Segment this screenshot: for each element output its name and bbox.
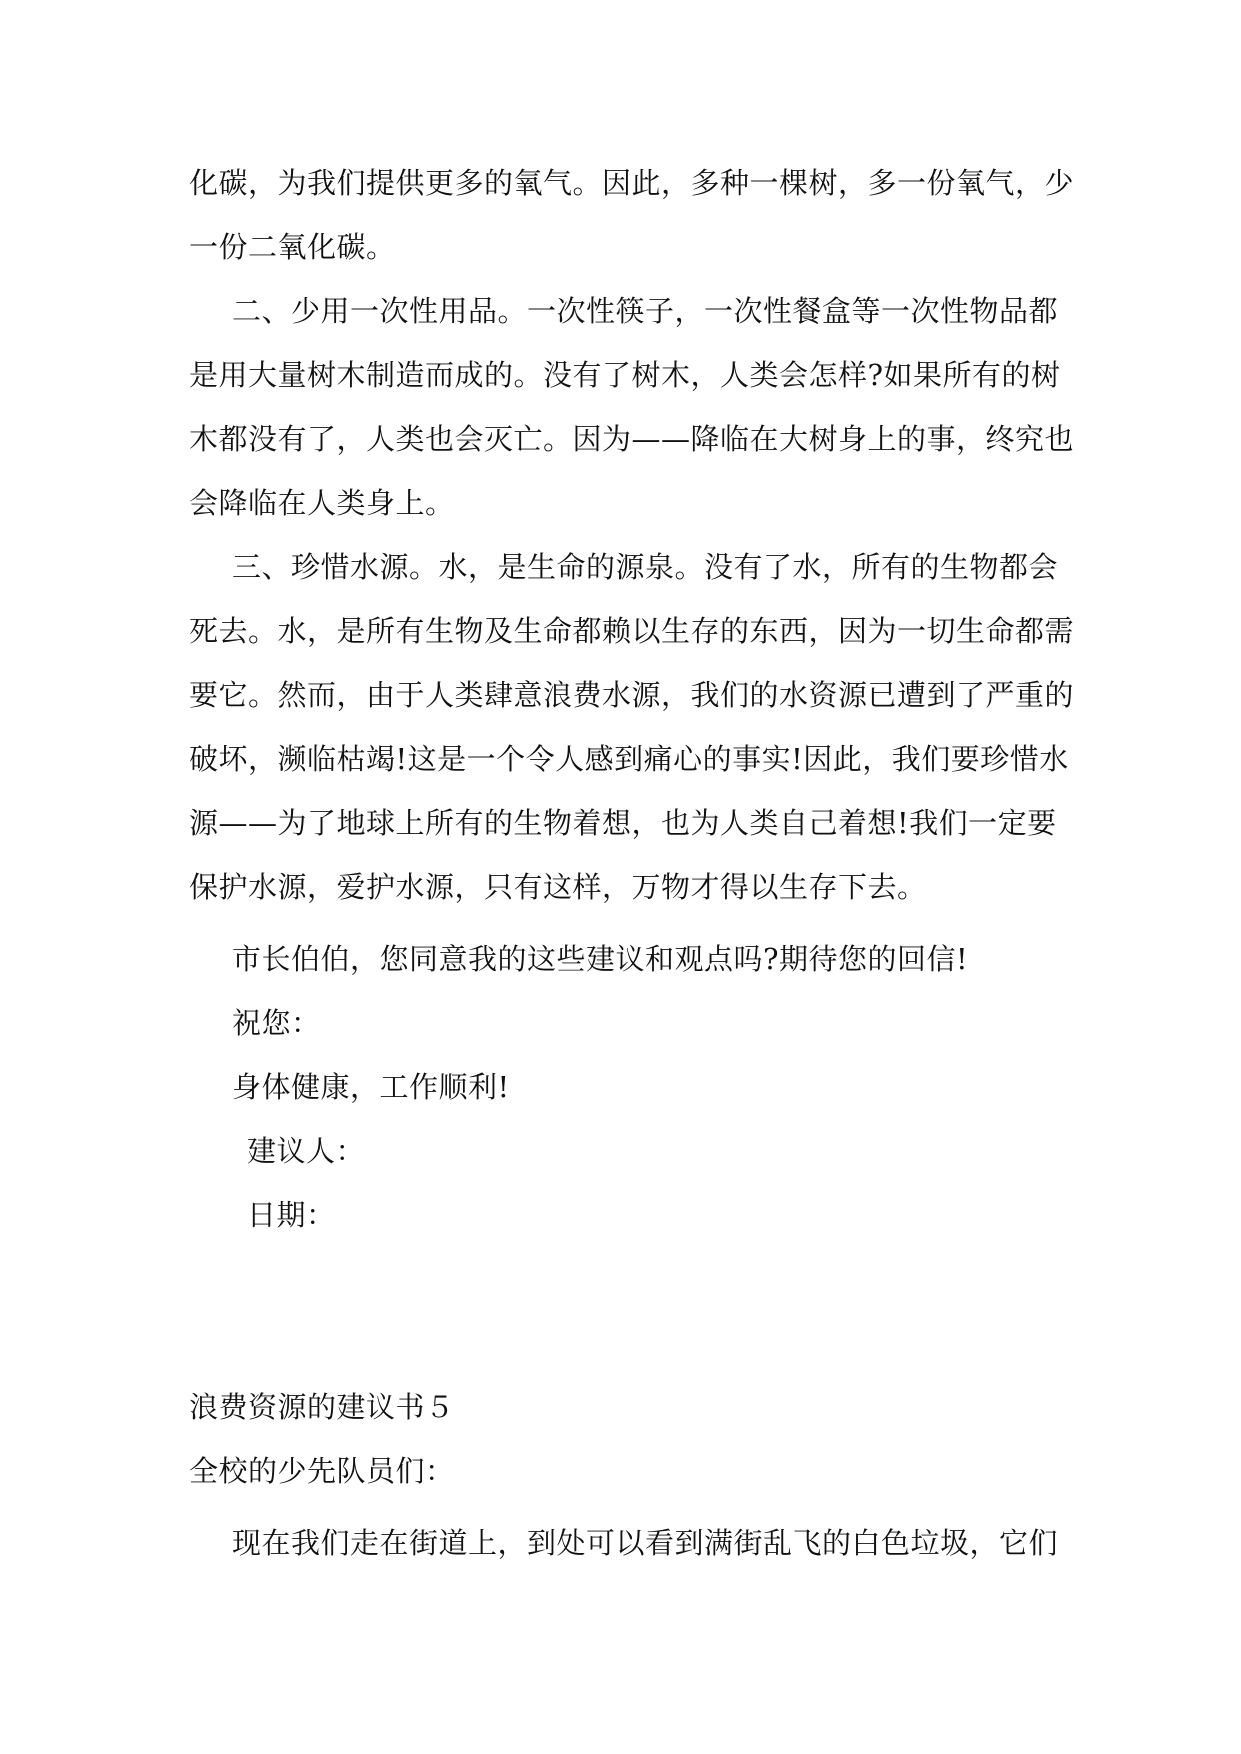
paragraph-line: 二、少用一次性用品。一次性筷子，一次性餐盒等一次性物品都: [232, 294, 1059, 328]
paragraph-line: 源——为了地球上所有的生物着想，也为人类自己着想!我们一定要: [189, 806, 1057, 840]
proposer-label: 建议人：: [247, 1134, 366, 1168]
paragraph-line: 要它。然而，由于人类肆意浪费水源，我们的水资源已遭到了严重的: [189, 678, 1075, 712]
paragraph-line: 一份二氧化碳。: [189, 230, 396, 264]
paragraph-line: 破坏，濒临枯竭!这是一个令人感到痛心的事实!因此，我们要珍惜水: [189, 742, 1069, 776]
salutation: 全校的少先队员们：: [189, 1454, 455, 1488]
paragraph-line: 保护水源，爱护水源，只有这样，万物才得以生存下去。: [189, 870, 927, 904]
section-title: 浪费资源的建议书５: [189, 1390, 455, 1424]
paragraph-line: 木都没有了，人类也会灭亡。因为——降临在大树身上的事，终究也: [189, 422, 1075, 456]
wish-text: 身体健康，工作顺利!: [232, 1070, 510, 1104]
paragraph-line: 会降临在人类身上。: [189, 486, 455, 520]
paragraph-line: 三、珍惜水源。水，是生命的源泉。没有了水，所有的生物都会: [232, 550, 1059, 584]
paragraph-line: 死去。水，是所有生物及生命都赖以生存的东西，因为一切生命都需: [189, 614, 1075, 648]
closing-question: 市长伯伯，您同意我的这些建议和观点吗?期待您的回信!: [232, 942, 969, 976]
date-label: 日期：: [247, 1198, 336, 1232]
paragraph-line: 化碳，为我们提供更多的氧气。因此，多种一棵树，多一份氧气，少: [189, 166, 1075, 200]
paragraph-line: 现在我们走在街道上，到处可以看到满街乱飞的白色垃圾，它们: [232, 1526, 1059, 1560]
paragraph-line: 是用大量树木制造而成的。没有了树木，人类会怎样?如果所有的树: [189, 358, 1061, 392]
wish-intro: 祝您：: [232, 1006, 321, 1040]
